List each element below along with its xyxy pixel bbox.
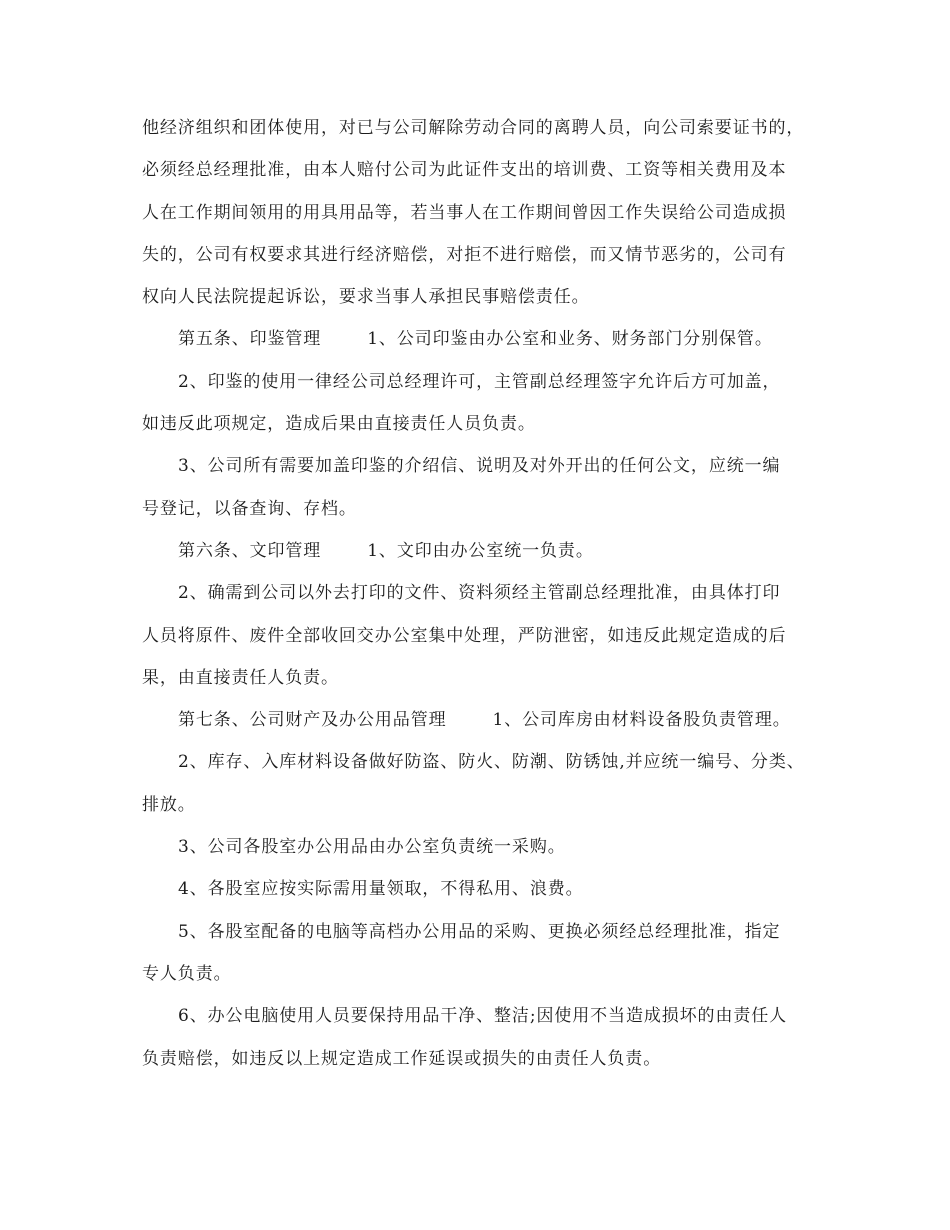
text-line: 2、印鉴的使用一律经公司总经理许可，主管副总经理签字允许后方可加盖， (178, 371, 781, 392)
article-5-heading: 第五条、印鉴管理 (178, 329, 322, 350)
article-6-clause-1: 1、文印由办公室统一负责。 (367, 540, 594, 561)
text-line: 2、确需到公司以外去打印的文件、资料须经主管副总经理批准，由具体打印 (178, 583, 781, 604)
text-line: 4、各股室应按实际需用量领取，不得私用、浪费。 (178, 879, 584, 900)
article-heading-line (142, 318, 832, 360)
article-heading-line (142, 699, 832, 741)
document-body (142, 107, 832, 1080)
article-heading-line (142, 530, 832, 572)
text-line: 权向人民法院提起诉讼，要求当事人承担民事赔偿责任。 (142, 287, 590, 308)
text-line: 负责赔偿，如违反以上规定造成工作延误或损失的由责任人负责。 (142, 1048, 662, 1069)
text-line: 号登记，以备查询、存档。 (142, 498, 357, 519)
text-line: 失的，公司有权要求其进行经济赔偿，对拒不进行赔偿，而又情节恶劣的，公司有 (142, 244, 787, 265)
text-line: 5、各股室配备的电脑等高档办公用品的采购、更换必须经总经理批准，指定 (178, 921, 781, 942)
article-5-clause-1: 1、公司印鉴由办公室和业务、财务部门分别保管。 (367, 329, 773, 350)
text-line: 3、公司各股室办公用品由办公室负责统一采购。 (178, 837, 566, 858)
text-line: 人员将原件、废件全部收回交办公室集中处理，严防泄密，如违反此规定造成的后 (142, 625, 787, 646)
article-6-heading: 第六条、文印管理 (178, 540, 322, 561)
text-line: 2、库存、入库材料设备做好防盗、防火、防潮、防锈蚀,并应统一编号、分类、 (178, 752, 805, 773)
text-line: 3、公司所有需要加盖印鉴的介绍信、说明及对外开出的任何公文，应统一编 (178, 456, 781, 477)
text-line: 果，由直接责任人负责。 (142, 667, 339, 688)
text-line: 专人负责。 (142, 963, 232, 984)
text-line: 如违反此项规定，造成后果由直接责任人员负责。 (142, 414, 536, 435)
text-line: 必须经总经理批准，由本人赔付公司为此证件支出的培训费、工资等相关费用及本 (142, 160, 787, 181)
text-line: 人在工作期间领用的用具用品等，若当事人在工作期间曾因工作失误给公司造成损 (142, 202, 787, 223)
text-line: 6、办公电脑使用人员要保持用品干净、整洁;因使用不当造成损坏的由责任人 (178, 1006, 788, 1027)
text-line: 他经济组织和团体使用，对已与公司解除劳动合同的离聘人员，向公司索要证书的， (142, 118, 805, 138)
text-line: 排放。 (142, 794, 196, 815)
article-7-clause-1: 1、公司库房由材料设备股负责管理。 (492, 710, 791, 731)
article-7-heading: 第七条、公司财产及办公用品管理 (178, 710, 447, 731)
